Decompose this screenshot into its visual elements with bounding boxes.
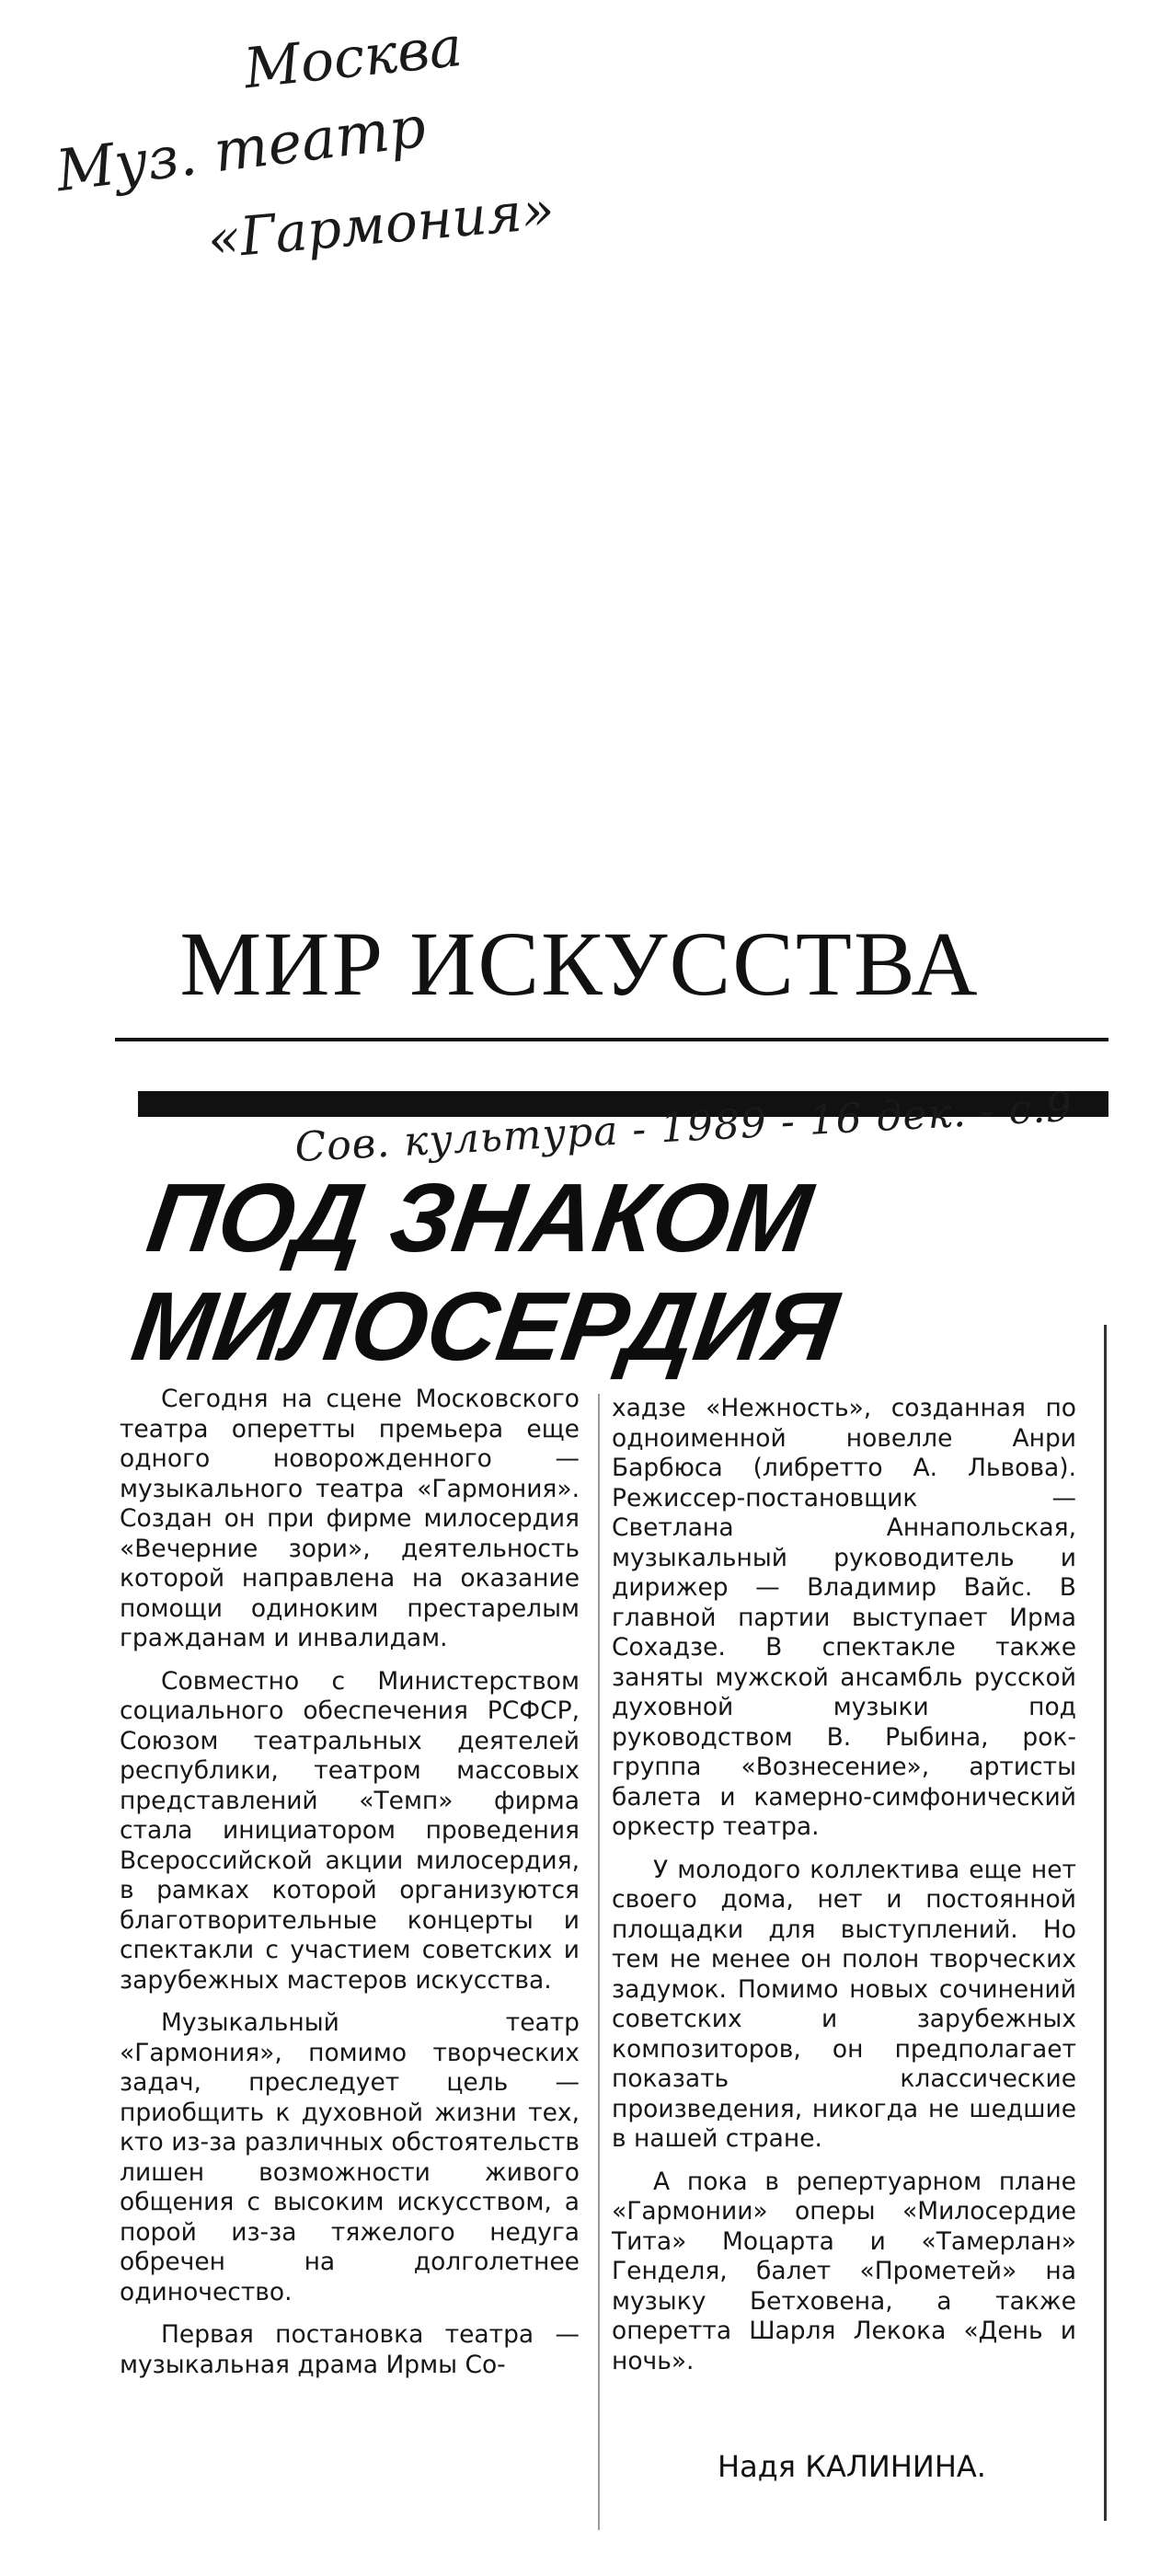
article-paragraph: Совместно с Министерством социального обеспечения РСФСР, Союзом театральных деятелей республики, театром массовых представлений «Темп» фирма стала инициатором проведения Всероссийской акции милосердия, в рамках которой организуются благотворительные концерты и спектакли с участием советских и зарубежных мастеров искусства. (120, 1666, 580, 1995)
article-byline: Надя КАЛИНИНА. (718, 2449, 986, 2484)
article-paragraph: Первая постановка театра — музыкальная драма Ирмы Со- (120, 2320, 580, 2379)
section-title: МИР ИСКУССТВА (179, 913, 980, 1015)
header-rule (115, 1038, 1108, 1041)
article-column-left (120, 1385, 580, 2393)
article-paragraph: хадзе «Нежность», созданная по одноименной новелле Анри Барбюса (либретто А. Львова). Режиссер-постановщик — Светлана Аннапольская, музыкальный руководитель и дирижер — Владимир Вайс. В главной партии выступает Ирма Сохадзе. В спектакле также заняты мужской ансамбль русской духовной музыки под руководством В. Рыбина, рок-группа «Вознесение», артисты балета и камерно-симфонический оркестр театра. (612, 1394, 1076, 1841)
article-paragraph: А пока в репертуарном плане «Гармонии» оперы «Милосердие Тита» Моцарта и «Тамерлан» Генделя, балет «Прометей» на музыку Бетховена, а также оперетта Шарля Лекока «День и ночь». (612, 2167, 1076, 2375)
article-column-right (612, 1394, 1076, 2389)
article-headline (126, 1164, 1076, 1381)
headline-line-2: МИЛОСЕРДИЯ (125, 1272, 844, 1381)
article-paragraph: Сегодня на сцене Московского театра оперетты премьера еще одного новорожденного — музыкального театра «Гармония». Создан он при фирме милосердия «Вечерние зори», деятельность которой направлена на оказание помощи одиноким престарелым гражданам и инвалидам. (120, 1385, 580, 1652)
handwritten-note-name: «Гармония» (204, 178, 557, 271)
handwritten-source-note: Сов. культура - 1989 - 16 дек. - с.9 (293, 1083, 1074, 1172)
article-paragraph: Музыкальный театр «Гармония», помимо творческих задач, преследует цель — приобщить к духовной жизни тех, кто из-за различных обстоятельств лишен возможности живого общения с высоким искусством, а порой из-за тяжелого недуга обречен на долголетнее одиночество. (120, 2008, 580, 2306)
handwritten-note-city: Москва (240, 14, 465, 102)
clipping-edge (1104, 1325, 1107, 2521)
article-paragraph: У молодого коллектива еще нет своего дома, нет и постоянной площадки для выступлений. Но тем не менее он полон творческих задумок. Помимо новых сочинений советских и зарубежных композиторов, он предполагает показать классические произведения, никогда не шедшие в нашей стране. (612, 1855, 1076, 2153)
column-divider (598, 1394, 600, 2530)
headline-line-1: ПОД ЗНАКОМ (141, 1164, 819, 1272)
handwritten-note-theatre: Муз. театр (52, 92, 430, 205)
